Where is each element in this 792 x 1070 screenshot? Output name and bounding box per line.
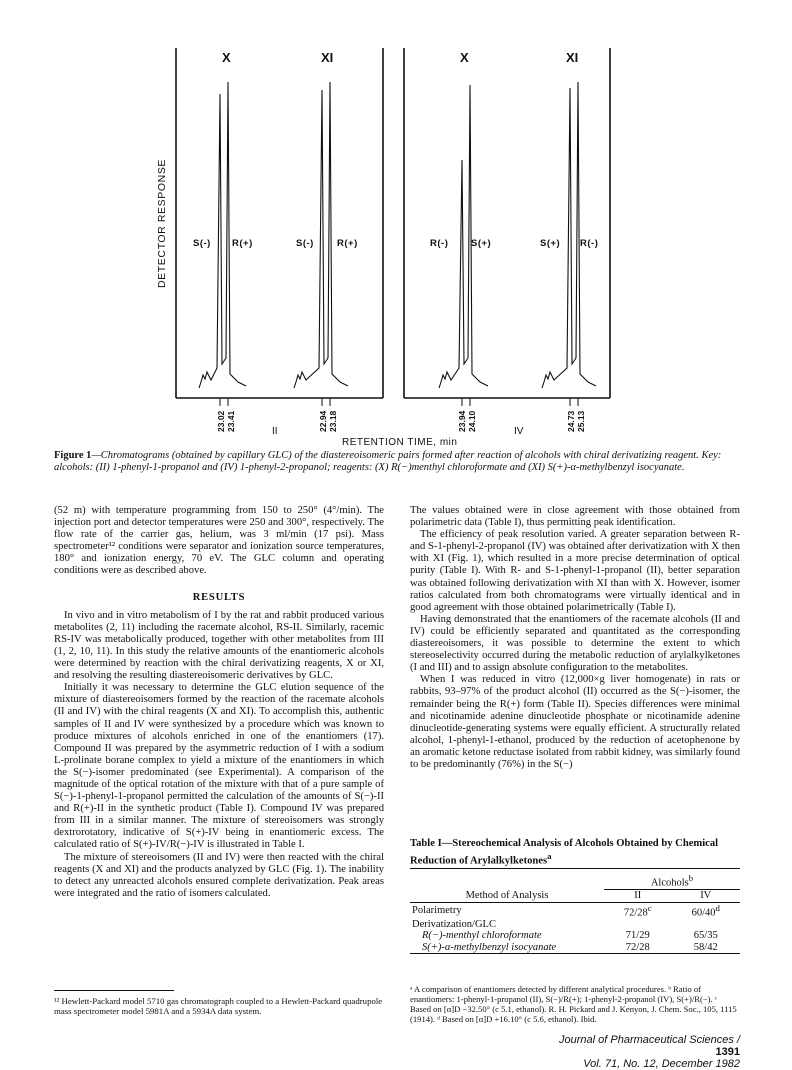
chromatogram-trace-2 [294, 82, 348, 388]
left-paragraph-3: Initially it was necessary to determine the GLC elution sequence of the mixture of diastereoisomers formed by the reaction of the racemate alcohols (II and IV) with the chiral reagents (X and XI). To accomplish this, authentic samples of II and IV were synthesized by a procedure which was known to produce mixtures of alcohols enriched in one of the enantiomers (17). Compound II was prepared by the asymmetric reduction of I with a sodium L-prolinate borane complex to yield a mixture of the enantiomers in which the S(−)-isomer predominated (see Experimental). A comparison of the magnitude of the optical rotation of the mixture with that of a pure sample of S(−)-1-phenyl-1-propanol permitted the calculation of the amounts of S(−)-II and R(+)-II in the synthetic product (Table I). Compound IV was prepared from III in a similar manner. The mixture of stereoisomers was strongly dextrorotatory, indicative of S(+)-IV being in enantiomeric excess. The calculated ratio of S(+)-IV/R(−)-IV is illustrated in Table I. [54, 682, 384, 851]
table-cell-iv: 60/40$^d$ [691, 902, 720, 918]
section-heading-results: RESULTS [192, 591, 246, 603]
retention-time-label: 24.73 [566, 410, 576, 432]
right-paragraph-1: The values obtained were in close agreement with those obtained from polarimetric data (Table I), thus permitting peak identification. [410, 505, 740, 529]
retention-time-label: 23.41 [226, 410, 236, 432]
table-header-method: Method of Analysis [410, 890, 604, 903]
table-stereochemical-analysis [410, 868, 740, 954]
table-title-text: Table I—Stereochemical Analysis of Alcohols Obtained by Chemical Reduction of Arylalkylketones [410, 838, 719, 867]
x-axis-label: RETENTION TIME, min [342, 437, 458, 448]
compound-label-xi-2: XI [566, 50, 579, 65]
retention-time-label: 23.18 [328, 410, 338, 432]
table-title-sup: a [547, 851, 552, 861]
footnote-rule [54, 990, 174, 991]
compound-label-x-1: X [222, 50, 231, 65]
journal-volume: Vol. 71, No. 12, December 1982 [583, 1058, 740, 1070]
left-column [54, 505, 384, 900]
chromatogram-trace-3 [439, 85, 488, 388]
journal-footer [540, 1034, 740, 1070]
right-paragraph-4: When I was reduced in vitro (12,000×g liver homogenate) in rats or rabbits, 93–97% of the product alcohol (II) occurred as the S(−)-isomer, the remainder being the R(+) form (Table II). Species differences were minimal and nicotinamide adenine dinucleotide phosphate or nicotinamide adenine dinucleotide-generating systems were equally efficient. A structurally related alcohol, 1-phenyl-1-ethanol, produced by the reduction of acetophenone by an aromatic ketone reductase isolated from rabbit kidney, was similarly found to be predominantly (76%) in the S(−) [410, 674, 740, 770]
isomer-label: R(+) [232, 238, 253, 249]
table-title [410, 838, 740, 868]
table-row [410, 919, 740, 931]
table-cell-method: Derivatization/GLC [412, 918, 496, 930]
chromatogram-trace-4 [542, 82, 599, 388]
table-cell-method: S(+)-α-methylbenzyl isocyanate [422, 941, 557, 953]
chromatogram-plot [0, 0, 792, 450]
table-cell-method: R(−)-menthyl chloroformate [422, 930, 542, 941]
figure-caption-text: —Chromatograms (obtained by capillary GLC) of the diastereoisomeric pairs formed after reaction of alcohols with chiral derivatizing reagent. Key: alcohols: (II) 1-phenyl-1-propanol and (IV) 1-phenyl-2-propanol; reagents: (X) R(−)menthyl chloroformate and (XI) S(+)-α-methylbenzyl isocyanate. [54, 450, 722, 473]
right-column [410, 505, 740, 771]
isomer-label: S(-) [193, 238, 211, 249]
right-paragraph-3: Having demonstrated that the enantiomers of the racemate alcohols (II and IV) could be efficiently separated and quantitated as the corresponding diastereoisomers, it was possible to determine the extent to which stereoselectivity occurred during the metabolic reduction of arylalkylketones (I and III) and to assign absolute configuration to the metabolites. [410, 613, 740, 674]
figure-caption-lead: Figure 1 [54, 450, 92, 461]
group-label-iv: IV [514, 426, 524, 437]
table-cell-iv: 58/42 [693, 941, 718, 953]
table-cell-method: Polarimetry [412, 904, 462, 916]
table-cell-iv: 65/35 [693, 930, 718, 941]
table-cell-iv [671, 919, 740, 931]
left-paragraph-4: The mixture of stereoisomers (II and IV) were then reacted with the chiral reagents (X and XI) and the products analyzed by GLC (Fig. 1). The inability to detect any unreacted alcohols ensured complete derivatization. Peak areas were integrated and the ratio of isomers calculated. [54, 851, 384, 899]
table-row [410, 902, 740, 919]
compound-label-x-2: X [460, 50, 469, 65]
right-paragraph-2: The efficiency of peak resolution varied. A greater separation between R- and S-1-phenyl-2-propanol (IV) was obtained after derivatization with X then with XI (Fig. 1), which resulted in a more precise determination of optical purity (Table I). With R- and S-1-phenyl-1-propanol (II), better separation was obtained following derivatization with XI than with X. However, isomer ratios calculated from both chromatograms were virtually identical and in good agreement with those obtained polarimetrically (Table I). [410, 529, 740, 613]
left-paragraph-2: In vivo and in vitro metabolism of I by the rat and rabbit produced various metabolites (2, 11) including the racemate alcohol, RS-II. Similarly, racemic RS-IV was metabolically produced, together with other metabolites from III (1, 2, 10, 11). In this study the relative amounts of the enantiomeric alcohols were determined by reaction with the chiral derivatizing reagents, X or XI, and resolving the resulting diastereoisomeric derivatives by GLC. [54, 609, 384, 682]
isomer-label: R(-) [430, 238, 449, 249]
retention-time-label: 22.94 [318, 410, 328, 432]
chromatogram-trace-1 [199, 82, 246, 388]
table-row [410, 942, 740, 954]
table-cell-ii: 72/28 [625, 941, 650, 953]
table-header-ii: II [604, 890, 671, 903]
table-cell-ii: 72/28$^c$ [623, 902, 652, 918]
retention-time-label: 25.13 [576, 410, 586, 432]
isomer-label: R(-) [580, 238, 599, 249]
table-notes: ᵃ A comparison of enantiomers detected by different analytical procedures. ᵇ Ratio of enantiomers: 1-phenyl-1-propanol (II), S(−)/R(+); 1-phenyl-2-propanol (IV), S(+)/R(−). ᶜ Based on [α]D −32.50° (c 5.1, ethanol). R. H. Pickard and J. Kenyon, J. Chem. Soc., 105, 1115 (1914). ᵈ Based on [α]D +16.10° (c 5.6, ethanol). Ibid. [410, 984, 737, 1024]
chromatogram-figure [0, 0, 792, 450]
table-cell-ii [604, 919, 671, 931]
page-number: 1391 [715, 1046, 740, 1058]
table-cell-ii: 71/29 [625, 930, 650, 941]
compound-label-xi-1: XI [321, 50, 334, 65]
journal-name: Journal of Pharmaceutical Sciences / [559, 1034, 740, 1046]
table-group-header: Alcohols$^b$ [604, 873, 740, 890]
isomer-label: S(+) [471, 238, 492, 249]
table-header-iv: IV [671, 890, 740, 903]
retention-time-label: 23.02 [216, 410, 226, 432]
isomer-label: S(-) [296, 238, 314, 249]
isomer-label: S(+) [540, 238, 561, 249]
retention-time-label: 23.94 [457, 410, 467, 432]
isomer-label: R(+) [337, 238, 358, 249]
left-paragraph-1: (52 m) with temperature programming from 150 to 250° (4°/min). The injection port and detector temperatures were 250 and 300°, respectively. The flow rate of the carrier gas, helium, was 3 ml/min (17 psi). Mass spectrometer¹² conditions were separator and ionization source temperatures, 180° and ionization energy, 70 eV. The GLC column and operating conditions were as described above. [54, 505, 384, 577]
table-row [410, 930, 740, 942]
retention-time-label: 24.10 [467, 410, 477, 432]
footnote: ¹² Hewlett-Packard model 5710 gas chromatograph coupled to a Hewlett-Packard quadrupole mass spectrometer model 5981A and a 5934A data system. [54, 996, 383, 1016]
figure-caption [54, 450, 744, 474]
y-axis-label: DETECTOR RESPONSE [156, 158, 168, 288]
group-label-ii: II [272, 426, 278, 437]
